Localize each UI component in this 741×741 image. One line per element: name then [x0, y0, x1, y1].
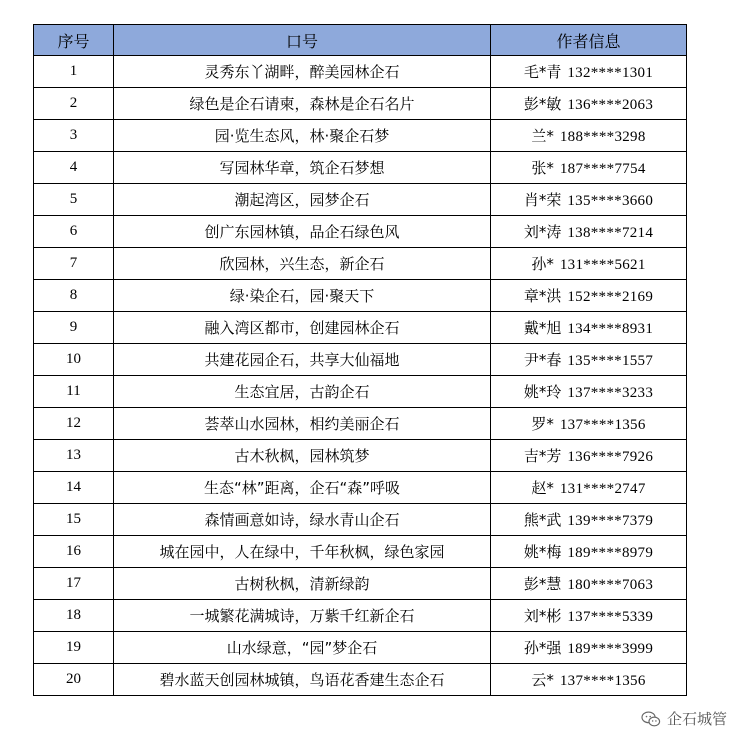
row-author — [491, 408, 687, 440]
author-phone: 131****2747 — [559, 481, 646, 497]
row-author — [491, 280, 687, 312]
author-name: 兰* — [531, 127, 554, 145]
row-author — [491, 248, 687, 280]
author-name: 姚*玲 — [523, 383, 562, 401]
row-author — [491, 184, 687, 216]
row-slogan: 一城繁花满城诗，万紫千红新企石 — [114, 600, 491, 632]
row-author — [491, 664, 687, 696]
row-number: 17 — [34, 568, 114, 600]
author-phone: 189****3999 — [567, 641, 654, 657]
table-row — [34, 216, 687, 248]
author-phone: 136****7926 — [567, 449, 654, 465]
table-row — [34, 504, 687, 536]
author-phone: 138****7214 — [567, 225, 654, 241]
author-phone: 188****3298 — [559, 129, 646, 145]
author-name: 赵* — [531, 479, 554, 497]
author-phone: 187****7754 — [559, 161, 646, 177]
author-name: 戴*旭 — [523, 319, 562, 337]
author-phone: 135****3660 — [567, 193, 654, 209]
row-author — [491, 536, 687, 568]
row-number: 14 — [34, 472, 114, 504]
row-number: 20 — [34, 664, 114, 696]
row-author — [491, 568, 687, 600]
table-row — [34, 248, 687, 280]
author-phone: 137****1356 — [559, 417, 646, 433]
row-author — [491, 632, 687, 664]
table-row — [34, 344, 687, 376]
row-slogan: 创广东园林镇，品企石绿色风 — [114, 216, 491, 248]
row-number: 11 — [34, 376, 114, 408]
row-slogan: 生态宜居，古韵企石 — [114, 376, 491, 408]
table-row — [34, 120, 687, 152]
author-name: 云* — [531, 671, 554, 689]
author-phone: 134****8931 — [567, 321, 654, 337]
header-author: 作者信息 — [491, 25, 687, 56]
table-row — [34, 56, 687, 88]
table-row — [34, 280, 687, 312]
row-number: 16 — [34, 536, 114, 568]
table-row — [34, 568, 687, 600]
table-row — [34, 184, 687, 216]
row-number: 2 — [34, 88, 114, 120]
row-number: 18 — [34, 600, 114, 632]
row-number: 5 — [34, 184, 114, 216]
row-number: 1 — [34, 56, 114, 88]
author-name: 孙* — [531, 255, 554, 273]
row-slogan: 写园林华章，筑企石梦想 — [114, 152, 491, 184]
row-author — [491, 600, 687, 632]
author-phone: 136****2063 — [567, 97, 654, 113]
row-author — [491, 376, 687, 408]
wechat-icon — [641, 710, 661, 728]
author-name: 肖*荣 — [523, 191, 562, 209]
row-author — [491, 88, 687, 120]
table-row — [34, 536, 687, 568]
row-slogan: 绿·染企石，园·聚天下 — [114, 280, 491, 312]
header-number: 序号 — [34, 25, 114, 56]
author-name: 吉*芳 — [523, 447, 562, 465]
row-author — [491, 472, 687, 504]
table-row — [34, 152, 687, 184]
author-phone: 139****7379 — [567, 513, 654, 529]
row-slogan: 灵秀东丫湖畔，醉美园林企石 — [114, 56, 491, 88]
row-number: 3 — [34, 120, 114, 152]
table-row — [34, 88, 687, 120]
row-author — [491, 504, 687, 536]
author-name: 张* — [531, 159, 554, 177]
table-row — [34, 600, 687, 632]
row-author — [491, 344, 687, 376]
author-name: 彭*慧 — [523, 575, 562, 593]
watermark — [641, 708, 727, 729]
author-phone: 137****3233 — [567, 385, 654, 401]
row-slogan: 森情画意如诗，绿水青山企石 — [114, 504, 491, 536]
table-row — [34, 440, 687, 472]
table-row — [34, 664, 687, 696]
table-row — [34, 408, 687, 440]
author-phone: 189****8979 — [567, 545, 654, 561]
row-slogan: 融入湾区都市，创建园林企石 — [114, 312, 491, 344]
row-slogan: 生态“林”距离，企石“森”呼吸 — [114, 472, 491, 504]
row-slogan: 园·览生态风，林·聚企石梦 — [114, 120, 491, 152]
header-slogan: 口号 — [114, 25, 491, 56]
table-header-row — [34, 25, 687, 56]
row-slogan: 绿色是企石请柬，森林是企石名片 — [114, 88, 491, 120]
row-slogan: 山水绿意，“园”梦企石 — [114, 632, 491, 664]
row-author — [491, 216, 687, 248]
row-slogan: 欣园林，兴生态，新企石 — [114, 248, 491, 280]
row-number: 7 — [34, 248, 114, 280]
author-phone: 152****2169 — [567, 289, 654, 305]
row-slogan: 碧水蓝天创园林城镇，鸟语花香建生态企石 — [114, 664, 491, 696]
slogan-table — [33, 24, 687, 696]
row-number: 13 — [34, 440, 114, 472]
row-number: 15 — [34, 504, 114, 536]
author-name: 罗* — [531, 415, 554, 433]
table-row — [34, 376, 687, 408]
row-slogan: 古树秋枫，清新绿韵 — [114, 568, 491, 600]
row-slogan: 荟萃山水园林，相约美丽企石 — [114, 408, 491, 440]
row-author — [491, 152, 687, 184]
author-name: 刘*涛 — [523, 223, 562, 241]
author-name: 彭*敏 — [523, 95, 562, 113]
row-slogan: 古木秋枫，园林筑梦 — [114, 440, 491, 472]
row-number: 8 — [34, 280, 114, 312]
author-name: 尹*春 — [523, 351, 562, 369]
author-name: 熊*武 — [523, 511, 562, 529]
author-phone: 135****1557 — [567, 353, 654, 369]
row-slogan: 城在园中，人在绿中，千年秋枫，绿色家园 — [114, 536, 491, 568]
author-phone: 132****1301 — [567, 65, 654, 81]
author-phone: 137****5339 — [567, 609, 654, 625]
watermark-text: 企石城管 — [666, 710, 727, 728]
author-name: 孙*强 — [523, 639, 562, 657]
row-slogan: 潮起湾区，园梦企石 — [114, 184, 491, 216]
author-phone: 180****7063 — [567, 577, 654, 593]
row-number: 6 — [34, 216, 114, 248]
row-number: 19 — [34, 632, 114, 664]
table-row — [34, 472, 687, 504]
author-name: 毛*青 — [523, 63, 562, 81]
author-name: 姚*梅 — [523, 543, 562, 561]
table-row — [34, 312, 687, 344]
author-phone: 131****5621 — [559, 257, 646, 273]
row-number: 9 — [34, 312, 114, 344]
row-number: 10 — [34, 344, 114, 376]
row-author — [491, 120, 687, 152]
row-author — [491, 312, 687, 344]
row-number: 12 — [34, 408, 114, 440]
table-row — [34, 632, 687, 664]
row-author — [491, 56, 687, 88]
row-author — [491, 440, 687, 472]
row-number: 4 — [34, 152, 114, 184]
row-slogan: 共建花园企石，共享大仙福地 — [114, 344, 491, 376]
author-name: 刘*彬 — [523, 607, 562, 625]
author-name: 章*洪 — [523, 287, 562, 305]
author-phone: 137****1356 — [559, 673, 646, 689]
